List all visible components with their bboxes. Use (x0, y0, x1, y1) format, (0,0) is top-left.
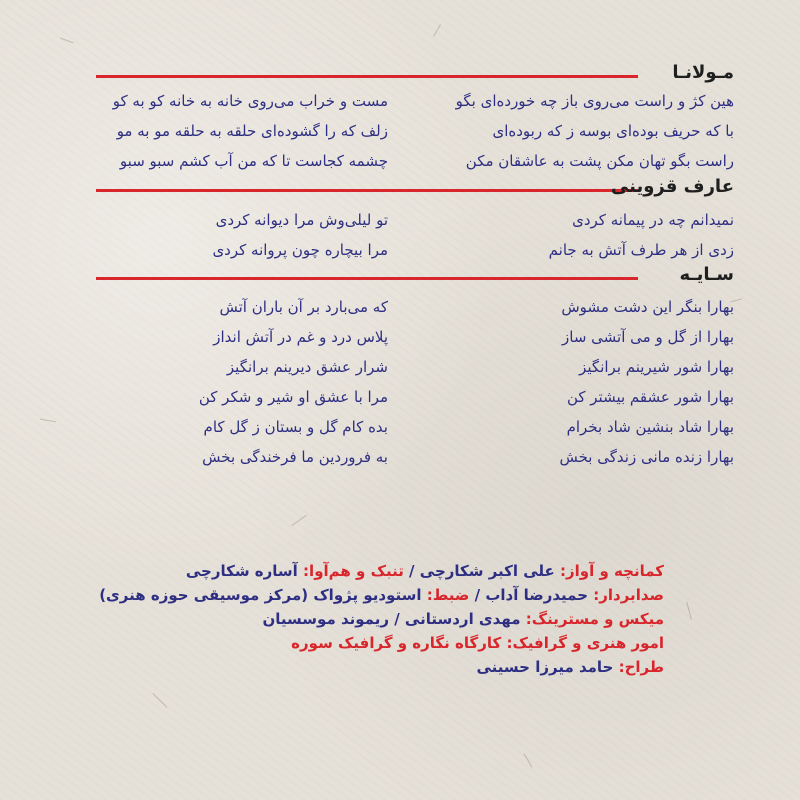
verse-line: با که حریف بوده‌ای بوسه ز که ربوده‌ای (492, 122, 734, 140)
verse-line: بهارا زنده مانی زندگی بخش (559, 448, 734, 466)
section-header-aref (96, 176, 734, 200)
verse-column-left-sayeh (199, 292, 388, 472)
credit-line (99, 559, 664, 583)
section-title: سـایـه (679, 264, 734, 285)
credit-line (99, 583, 664, 607)
credit-person: استودیو پژواک (مرکز موسیقی حوزه هنری) (99, 586, 422, 604)
verse-column-right-molana (456, 86, 734, 176)
credit-role: تنبک و هم‌آوا: (297, 562, 404, 580)
credit-separator: / (469, 586, 486, 604)
verse-column-left-aref (212, 205, 388, 265)
verse-column-right-aref (549, 205, 734, 265)
verse-line: زلف که را گشوده‌ای حلقه به حلقه مو به مو (116, 122, 388, 140)
credit-line (99, 607, 664, 631)
verse-line: راست بگو تهان مکن پشت به عاشقان مکن (465, 152, 734, 170)
credit-person: ریموند موسسیان (262, 610, 389, 628)
verse-line: بهارا شور شیرینم برانگیز (579, 358, 734, 376)
credit-person: حامد میرزا حسینی (476, 658, 614, 676)
section-divider (96, 189, 638, 192)
credit-role: امور هنری و گرافیک: (501, 634, 664, 652)
verse-line: به فروردین ما فرخندگی بخش (202, 448, 388, 466)
verse-line: نمیدانم چه در پیمانه کردی (572, 211, 734, 229)
verse-line: هین کژ و راست می‌روی باز چه خورده‌ای بگو (455, 92, 734, 110)
verse-line: مست و خراب می‌روی خانه به خانه کو به کو (112, 92, 388, 110)
credit-person: مهدی اردستانی (404, 610, 521, 628)
section-title: عارف قزوینی (610, 176, 734, 197)
verse-line: بده کام گل و بستان ز گل کام (203, 418, 388, 436)
credit-person: کارگاه نگاره و گرافیک سوره (291, 634, 502, 652)
verse-line: بهارا از گل و می آتشی ساز (562, 328, 734, 346)
credit-line (99, 655, 664, 679)
credits-block (99, 559, 664, 679)
section-divider (96, 277, 638, 280)
verse-line: که می‌بارد بر آن باران آتش (219, 298, 388, 316)
verse-line: بهارا شور عشقم بیشتر کن (566, 388, 734, 406)
credit-line (99, 631, 664, 655)
section-title: مـولانـا (672, 62, 734, 83)
credit-role: طراح: (613, 658, 664, 676)
credit-role: میکس و مسترینگ: (520, 610, 664, 628)
verse-line: مرا با عشق او شیر و شکر کن (198, 388, 388, 406)
credit-role: صدابردار: (588, 586, 664, 604)
credit-separator: / (388, 610, 405, 628)
section-header-sayeh (96, 264, 734, 288)
credit-person: آساره شکارچی (185, 562, 298, 580)
section-divider (96, 75, 638, 78)
section-header-molana (96, 62, 734, 86)
verse-line: چشمه کجاست تا که من آب کشم سبو سبو (119, 152, 388, 170)
verse-line: زدی از هر طرف آتش به جانم (548, 241, 734, 259)
verse-column-left-molana (113, 86, 388, 176)
credit-role: کمانچه و آواز: (554, 562, 664, 580)
credit-separator: / (403, 562, 420, 580)
verse-line: مرا بیچاره چون پروانه کردی (212, 241, 388, 259)
credit-role: ضبط: (421, 586, 470, 604)
verse-line: پلاس درد و غم در آتش انداز (213, 328, 388, 346)
verse-column-right-sayeh (560, 292, 735, 472)
credit-person: علی اکبر شکارچی (419, 562, 555, 580)
verse-line: تو لیلی‌وش مرا دیوانه کردی (215, 211, 388, 229)
verse-line: بهارا بنگر این دشت مشوش (561, 298, 734, 316)
credit-person: حمیدرضا آداب (485, 586, 589, 604)
verse-line: شرار عشق دیرینم برانگیز (226, 358, 388, 376)
verse-line: بهارا شاد بنشین شاد بخرام (566, 418, 734, 436)
